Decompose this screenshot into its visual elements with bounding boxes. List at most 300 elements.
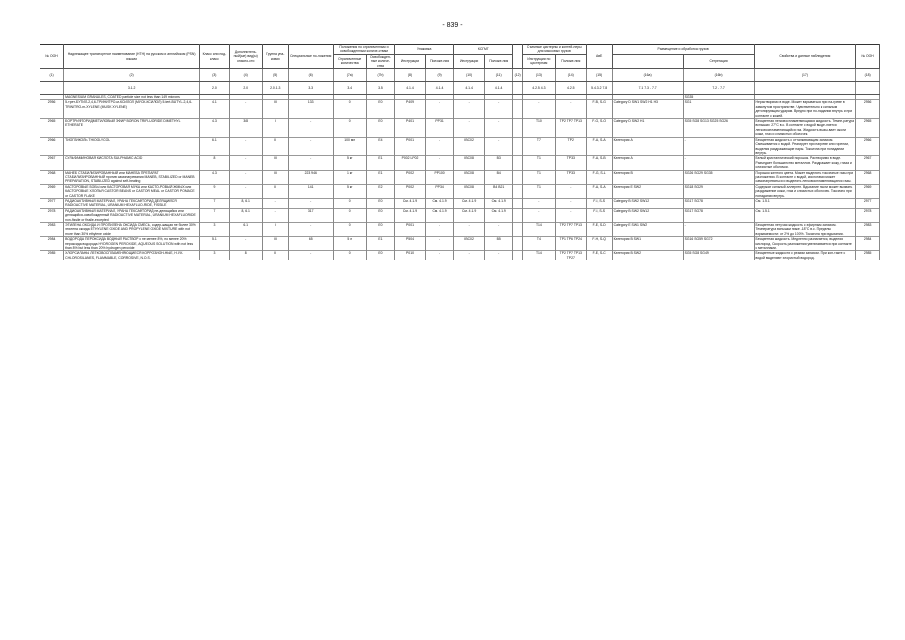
- reference-cell: [754, 82, 856, 95]
- cell-stow: Категория B SW1: [612, 237, 683, 251]
- header-class: Класс или под-класс: [200, 45, 230, 69]
- cell-pg: -: [262, 198, 288, 208]
- cell-prop: Содержат сильный аллерген. Вдыхание пыли может вызвать раздражение кожи, глаз и слизистых оболочек. Токсично при попадании внутрь.: [754, 184, 856, 198]
- cell-un: 2968: [40, 170, 64, 184]
- column-number: (4): [229, 69, 262, 82]
- reference-cell: 2.0: [229, 82, 262, 95]
- cell-pp: -: [425, 251, 453, 260]
- header-packing-group: Группа упа-ковки: [262, 45, 288, 69]
- cell-eq: E0: [366, 198, 394, 208]
- cell-un: 2983: [40, 223, 64, 237]
- cell-sp: -: [288, 223, 333, 237]
- cell-name: 5-трет-БУТИЛ-2,4,6-ТРИНИТРО-м-КСИЛОЛ (МУСК-КСИЛОЛ) 5-tert-BUTYL-2,4,6-TRINITRO-m-XYLENE (MUSK XYLENE): [64, 100, 200, 119]
- cell-name: ВОДОРОДА ПЕРОКСИДА ВОДНЫЙ РАСТВОР с не менее 8%, но менее 20% пероксида водорода HYDROGEN PEROXIDE, AQUEOUS SOLUTION with not less than 8% but less than 20% hydrogen peroxide: [64, 237, 200, 251]
- header-ibc-instructions: Инструкции: [454, 54, 485, 68]
- cell-sub: 8, 6.1: [229, 208, 262, 222]
- cell-sub: -: [229, 184, 262, 198]
- header-ems: АвЕ: [586, 45, 612, 69]
- column-number: (16a): [612, 69, 683, 82]
- cell-ibc: IBC02: [454, 137, 485, 156]
- cell-cls: 4.1: [200, 100, 230, 119]
- column-number: (6): [288, 69, 333, 82]
- cell-pg: I: [262, 119, 288, 138]
- cell-pg: II: [262, 137, 288, 156]
- cell-pi: P504: [395, 237, 426, 251]
- cell-sp: 317: [288, 208, 333, 222]
- column-number: (7a): [333, 69, 366, 82]
- cell-ibc: -: [454, 251, 485, 260]
- cell-eq: E4: [366, 137, 394, 156]
- cell-lq: 0: [333, 251, 366, 260]
- cell-ems: F-A, S-B: [586, 156, 612, 170]
- header-tank-instructions: Инструкции по цистернам: [522, 54, 555, 68]
- column-number-row: [40, 69, 880, 82]
- cell-stow: Category B SW2 SW12: [612, 208, 683, 222]
- cell-seg: SG17 SG78: [683, 198, 754, 208]
- cell-lq: 0: [333, 223, 366, 237]
- cell-eq: E0: [366, 208, 394, 222]
- cell-blank: [513, 237, 522, 251]
- cell-ibcp: B4: [485, 170, 513, 184]
- cell-sp: 223 946: [288, 170, 333, 184]
- cell-sub: 6.1: [229, 223, 262, 237]
- cell-eq: E1: [366, 170, 394, 184]
- cell-blank: [513, 208, 522, 222]
- cell-pp: См. 4.1.9: [425, 198, 453, 208]
- cell-ibcp: См. 4.1.9: [485, 208, 513, 222]
- cell-prop: См. 1.5.1: [754, 208, 856, 222]
- cell-lq: 1 кг: [333, 170, 366, 184]
- cell-ibc: -: [454, 223, 485, 237]
- column-number: (17): [754, 69, 856, 82]
- column-number: (14): [555, 69, 586, 82]
- cell-blank: [513, 251, 522, 260]
- cell-pi: См. 4.1.9: [395, 208, 426, 222]
- cell-lq: 0: [333, 198, 366, 208]
- cell-sp: 133: [288, 100, 333, 119]
- cell-ems: F-G, S-L: [586, 170, 612, 184]
- header-name: Надлежащее транспортное наименование (НТН) на русском и английском (PSN) языках: [64, 45, 200, 69]
- cell-tp: -: [555, 198, 586, 208]
- cell-pi: P002: [395, 170, 426, 184]
- cell-ti: -: [522, 198, 555, 208]
- cell-ibc: -: [454, 100, 485, 119]
- header-tank-provisions: Положе-ния: [555, 54, 586, 68]
- cell-ti: T1: [522, 156, 555, 170]
- reference-cell: 4.1.4: [395, 82, 426, 95]
- cell-un: 2984: [40, 237, 64, 251]
- cell-prop: Бесцветная жидкость с отталкивающим запахом. Смешивается с водой. Реагирует при нагреве или горении, выделяя раздражающие пары. Токсична при попадании внутрь.: [754, 137, 856, 156]
- cell-cls: 7: [200, 198, 230, 208]
- cell-lq: 5 кг: [333, 184, 366, 198]
- column-number: (13): [522, 69, 555, 82]
- cell-ems: F-I, S-S: [586, 198, 612, 208]
- cell-un2: 2977: [856, 198, 880, 208]
- cell-pi: P001: [395, 137, 426, 156]
- cell-ibc: См. 4.1.9: [454, 208, 485, 222]
- cell-pp: -: [425, 100, 453, 119]
- cell-un2: 2965: [856, 119, 880, 138]
- reference-cell: 3.4: [333, 82, 366, 95]
- cell-stow: Category D SW2 H1: [612, 119, 683, 138]
- cell-eq: E1: [366, 156, 394, 170]
- cell-sp: 141: [288, 184, 333, 198]
- cell-ti: T14: [522, 251, 555, 260]
- header-special-provisions: Специальные по-ложения: [288, 45, 333, 69]
- header-subsidiary: Дополнитель-ный(ые) вид(ы) опасно-сти: [229, 45, 262, 69]
- cell-cls: 4.3: [200, 170, 230, 184]
- cell-pg: III: [262, 237, 288, 251]
- header-excepted: Освобожден-ные количе-ства: [366, 54, 394, 68]
- cell-ibcp: -: [485, 137, 513, 156]
- cell-tp: -: [555, 100, 586, 119]
- cell-cls: 9: [200, 184, 230, 198]
- table-row: [40, 208, 880, 222]
- cell-stow: Категория B: [612, 170, 683, 184]
- header-un-no-right: № ООН: [856, 45, 880, 69]
- reference-cell: 4.1.4: [454, 82, 485, 95]
- header-pk-instructions: Инструкции: [395, 54, 426, 68]
- cell-ibcp: -: [485, 119, 513, 138]
- cell-cls: 4.3: [200, 119, 230, 138]
- cell-eq: E0: [366, 100, 394, 119]
- header-blank: [513, 45, 522, 69]
- cell-blank: [513, 156, 522, 170]
- header-packagings: Упаковка: [395, 45, 454, 55]
- cell-seg: SG16 SG59 SG72: [683, 237, 754, 251]
- cell-un2: 2984: [856, 237, 880, 251]
- cell-name: БОРТРИФТОРИДМЕТИЛОВЫЙ ЭФИР BORON TRIFLUORIDE DIMETHYL ETHERATE: [64, 119, 200, 138]
- dangerous-goods-table: [40, 44, 880, 260]
- cell-lq: 0: [333, 208, 366, 222]
- header-segregation: Сегрегация: [683, 54, 754, 68]
- cell-ibc: IBC08: [454, 184, 485, 198]
- cell-blank: [513, 198, 522, 208]
- cell-tp: TP1 TP6 TP24: [555, 237, 586, 251]
- cell-ti: -: [522, 208, 555, 222]
- cell-sp: -: [288, 137, 333, 156]
- cell-sp: 65: [288, 237, 333, 251]
- reference-cell: 3.5: [366, 82, 394, 95]
- cell-blank: [513, 100, 522, 119]
- cell-seg: SG5 SG8 SG13 SG25 SG26: [683, 119, 754, 138]
- cell-seg: -: [683, 137, 754, 156]
- cell-name: МАНЕБ СТАБИЛИЗИРОВАННЫЙ или МАНЕБА ПРЕПАРАТ СТАБИЛИЗИРОВАННЫЙ против самонагревания MANEB, STABILIZED or MANEB PREPARATION, STABILIZED against self-heating: [64, 170, 200, 184]
- cell-pi: P401: [395, 119, 426, 138]
- cell-name: ТИОГЛИКОЛЬ THIOGLYCOL: [64, 137, 200, 156]
- reference-row: [40, 82, 880, 95]
- cell-pg: III: [262, 156, 288, 170]
- reference-cell: 2.0.1.3: [262, 82, 288, 95]
- cell-un2: 2967: [856, 156, 880, 170]
- cell-ems: F-B, S-G: [586, 100, 612, 119]
- cell-eq: E2: [366, 184, 394, 198]
- cell-name: РАДИОАКТИВНЫЙ МАТЕРИАЛ, УРАНА ГЕКСАФТОРИД ДЕЛЯЩИЙСЯ RADIOACTIVE MATERIAL, URANIUM HEXAFLUO-RIDE, FISSILE: [64, 198, 200, 208]
- table-row: [40, 237, 880, 251]
- cell-un: 2956: [40, 100, 64, 119]
- cell-stow: Category D SW1 SW2 H1 H3: [612, 100, 683, 119]
- cell-ibcp: -: [485, 251, 513, 260]
- cell-ti: -: [522, 100, 555, 119]
- cell-pp: PP31: [425, 119, 453, 138]
- cell-stow: Категория B SW2: [612, 251, 683, 260]
- cell-pp: -: [425, 137, 453, 156]
- cell-eq: E0: [366, 251, 394, 260]
- reference-cell: [513, 82, 522, 95]
- cell-un2: 2985: [856, 251, 880, 260]
- cell-ems: F-A, S-A: [586, 184, 612, 198]
- table-row: [40, 137, 880, 156]
- cell-stow: Категория A: [612, 137, 683, 156]
- cell-prop: Порошок желтого цвета. Может выделять токсичные газы при разложении. В контакте с водой, кислотами может самонагреваться и выделять легковоспламеняющиеся газы.: [754, 170, 856, 184]
- cell-ti: T10: [522, 119, 555, 138]
- header-ibc-provisions: Положе-ния: [485, 54, 513, 68]
- cell-ems: F-E, S-D: [586, 223, 612, 237]
- reference-cell: 3.3: [288, 82, 333, 95]
- cell-sp: -: [288, 198, 333, 208]
- column-number: (15): [586, 69, 612, 82]
- cell-name: РАДИОАКТИВНЫЙ МАТЕРИАЛ, УРАНА ГЕКСАФТОРИД не-делящийся или делящийся-освобожденный RADIOACTIVE MATERIAL, URANIUM HEXAFLUORIDE non-fissile or fissile-excepted: [64, 208, 200, 222]
- column-number: (5): [262, 69, 288, 82]
- cell-seg: SG5 SG8 SG49: [683, 251, 754, 260]
- cell-lq: 100 мл: [333, 137, 366, 156]
- cell-sub: -: [229, 237, 262, 251]
- cell-ibc: IBC08: [454, 170, 485, 184]
- cell-eq: E1: [366, 237, 394, 251]
- cell-un: 2978: [40, 208, 64, 222]
- cell-blank: [513, 223, 522, 237]
- cell-lq: 0: [333, 119, 366, 138]
- column-number: (8): [395, 69, 426, 82]
- cell-un: 2966: [40, 137, 64, 156]
- cell-pp: PP34: [425, 184, 453, 198]
- cell-seg: -: [683, 156, 754, 170]
- cell-ti: T1: [522, 184, 555, 198]
- cell-prop: Бесцветная летучая жидкость с эфирным запахом. Температура вспышки ниже -18°С в.с. Пределы взрываемости: от 2% до 100%. Токсична при вдыхании.: [754, 223, 856, 237]
- header-pk-provisions: Положе-ния: [425, 54, 453, 68]
- reference-cell: 4.1.4: [485, 82, 513, 95]
- column-number: (11): [485, 69, 513, 82]
- table-row: [40, 184, 880, 198]
- table-row: [40, 100, 880, 119]
- cell-tp: TP2 TP7 TP13: [555, 223, 586, 237]
- cell-prop: Нерастворимо в воде. Может взрываться при на-греве в замкнутом пространстве. Чувствительно к сильным детонирующим ударам. Вредно при по-падании внутрь и при контакте с кожей.: [754, 100, 856, 119]
- reference-cell: 5.4.3.2 7.8: [586, 82, 612, 95]
- reference-cell: 7.1 7.3 - 7.7: [612, 82, 683, 95]
- reference-cell: [40, 82, 64, 95]
- cell-prop: Бесцветная жидкость. Медленно разлагается, выделяя кислород. Скорость разложения увеличивается при контакте с металлами.: [754, 237, 856, 251]
- cell-blank: [513, 119, 522, 138]
- table-row: [40, 156, 880, 170]
- header-properties: Свойства и данные наблюдения: [754, 45, 856, 69]
- cell-name: MAGNESIUM GRANULES, COATED particle size not less than 149 microns: [64, 95, 200, 100]
- cell-eq: E0: [366, 119, 394, 138]
- table-row: [40, 223, 880, 237]
- column-number: (9): [425, 69, 453, 82]
- cell-un2: 2968: [856, 170, 880, 184]
- cell-ibcp: -: [485, 100, 513, 119]
- header-un-no: № ООН: [40, 45, 64, 69]
- header-limited: Ограниченные количества: [333, 54, 366, 68]
- cell-un2: 2969: [856, 184, 880, 198]
- cell-tp: TP33: [555, 156, 586, 170]
- cell-sub: 8: [229, 251, 262, 260]
- cell-stow: Category E SW1 SW2: [612, 223, 683, 237]
- cell-ti: T1: [522, 170, 555, 184]
- reference-cell: 7.2 - 7.7: [683, 82, 754, 95]
- cell-sub: -: [229, 137, 262, 156]
- reference-cell: 3.1.2: [64, 82, 200, 95]
- cell-seg: SG18 SG29: [683, 184, 754, 198]
- cell-ibcp: B4 B21: [485, 184, 513, 198]
- cell-ibcp: См. 4.1.9: [485, 198, 513, 208]
- table-row: [40, 170, 880, 184]
- cell-sp: -: [288, 156, 333, 170]
- cell-un: 2985: [40, 251, 64, 260]
- cell-seg: SG26 SG29 SG35: [683, 170, 754, 184]
- cell-lq: 0: [333, 100, 366, 119]
- cell-ibcp: B3: [485, 156, 513, 170]
- cell-un2: 2983: [856, 223, 880, 237]
- cell-ibc: IBC08: [454, 156, 485, 170]
- cell-tp: TP33: [555, 170, 586, 184]
- cell-pg: -: [262, 208, 288, 222]
- header-stowage: Размещение и обработка грузов: [612, 45, 754, 55]
- cell-cls: 3: [200, 251, 230, 260]
- cell-tp: -: [555, 184, 586, 198]
- reference-cell: 4.2.5: [555, 82, 586, 95]
- cell-pp: -: [425, 223, 453, 237]
- cell-pg: I: [262, 223, 288, 237]
- cell-sp: -: [288, 251, 333, 260]
- cell-ibcp: B5: [485, 237, 513, 251]
- column-number: (10): [454, 69, 485, 82]
- cell-cls: 8: [200, 156, 230, 170]
- cell-ibc: IBC02: [454, 237, 485, 251]
- cell-un2: 2978: [856, 208, 880, 222]
- cell-lq: 5 кг: [333, 156, 366, 170]
- cell-sub: -: [229, 156, 262, 170]
- cell-pg: III: [262, 170, 288, 184]
- header-stowage-handling: [612, 54, 683, 68]
- cell-sub: -: [229, 100, 262, 119]
- cell-tp: -: [555, 208, 586, 222]
- cell-tp: TP2: [555, 137, 586, 156]
- cell-tp: TP2 TP7 TP13: [555, 119, 586, 138]
- cell-pg: III: [262, 100, 288, 119]
- cell-stow: Категория E SW2: [612, 184, 683, 198]
- cell-ems: F-I, S-S: [586, 208, 612, 222]
- cell-seg: -: [683, 223, 754, 237]
- cell-ibc: -: [454, 119, 485, 138]
- column-number: (18): [856, 69, 880, 82]
- header-limited-excepted: Положения по ограниченным и освобожденным количе-ствам: [333, 45, 394, 55]
- cell-seg: SG17 SG78: [683, 208, 754, 222]
- cell-sub: 3/8: [229, 119, 262, 138]
- cell-un: 2977: [40, 198, 64, 208]
- cell-ems: F-G, S-O: [586, 119, 612, 138]
- cell-un: 2967: [40, 156, 64, 170]
- cell-sub: -: [229, 170, 262, 184]
- cell-cls: 7: [200, 208, 230, 222]
- table-row: [40, 119, 880, 138]
- cell-pp: PP100: [425, 170, 453, 184]
- cell-un: 2965: [40, 119, 64, 138]
- cell-ibcp: -: [485, 223, 513, 237]
- cell-blank: [513, 170, 522, 184]
- cell-lq: 5 л: [333, 237, 366, 251]
- cell-blank: [513, 184, 522, 198]
- cell-prop: Бесцветная легковоспламеняющаяся жидкость. Темпе-ратура вспышки: 27°С в.с. В контакте с водой выде-ляется легковоспламеняющийся газ. Жидкость вызы-вает ожоги кожи, глаз и слизистых оболочек.: [755, 119, 855, 137]
- cell-un2: 2956: [856, 100, 880, 119]
- cell-cls: 5.1: [200, 237, 230, 251]
- reference-cell: 4.1.4: [425, 82, 453, 95]
- table-row: [40, 251, 880, 260]
- cell-seg: SG1: [683, 100, 754, 119]
- header-tanks: Съемные цистерны и контей-неры для массовых грузов: [522, 45, 586, 55]
- cell-sp: -: [288, 119, 333, 138]
- cell-pg: II: [262, 184, 288, 198]
- cell-stow: Категория A: [612, 156, 683, 170]
- table-row: [40, 198, 880, 208]
- cell-pg: II: [262, 251, 288, 260]
- cell-seg: SG35: [683, 95, 754, 100]
- cell-prop: Белый кристаллический порошок. Растворимо в воде. Разъедает большинство металлов. Раздражает кожу, глаза и слизистые оболочки.: [754, 156, 856, 170]
- column-number: (2): [64, 69, 200, 82]
- cell-prop: См. 1.5.1: [754, 198, 856, 208]
- cell-pp: -: [425, 237, 453, 251]
- cell-ti: T7: [522, 137, 555, 156]
- reference-cell: [856, 82, 880, 95]
- cell-pi: P001: [395, 223, 426, 237]
- cell-stow: Category B SW2 SW12: [612, 198, 683, 208]
- cell-name: ЭТИЛЕНА ОКСИДА И ПРОПИЛЕНА ОКСИДА СМЕСЬ, содер-жащая не более 30% этилена оксида ETHYLENE OXIDE AND PROPYLENE OXIDE MIXTURE with not more than 30% ethylene oxide: [64, 223, 200, 237]
- cell-cls: 3: [200, 223, 230, 237]
- cell-pi: P002: [395, 184, 426, 198]
- cell-name: ХЛОРСИЛАНЫ ЛЕГКОВОСПЛАМЕНЯЮЩИЕСЯ КОРРОЗИОН-НЫЕ, Н.У.К. CHLOROSILANES, FLAMMABLE, CORROSIVE, N.O.S.: [64, 251, 200, 260]
- cell-un2: 2966: [856, 137, 880, 156]
- cell-blank: [513, 137, 522, 156]
- cell-pi: См. 4.1.9: [395, 198, 426, 208]
- cell-ems: F-E, S-C: [586, 251, 612, 260]
- cell-pp: См. 4.1.9: [425, 208, 453, 222]
- column-number: (1): [40, 69, 64, 82]
- column-number: (12): [513, 69, 522, 82]
- header-ibc: КСГМГ: [454, 45, 513, 55]
- cell-ti: T14: [522, 223, 555, 237]
- cell-cls: 6.1: [200, 137, 230, 156]
- cell-name: КАСТОРОВЫЕ БОБЫ или КАСТОРОВАЯ МУКА или КАСТО-РОВЫЙ ЖМЫХ или КАСТОРОВЫЕ ХЛОПЬЯ CASTOR BEANS or CASTOR MEAL or CASTOR POMACE or CASTOR FLAKE: [64, 184, 200, 198]
- cell-pi: P409: [395, 100, 426, 119]
- column-number: (16b): [683, 69, 754, 82]
- cell-prop: Бесцветные жидкости с резким запахом. При кон-такте с водой выделяют хлористый водород.: [754, 251, 856, 260]
- reference-cell: 4.2.5 4.3: [522, 82, 555, 95]
- cell-pi: P002 LP02: [395, 156, 426, 170]
- reference-cell: 2.0: [200, 82, 230, 95]
- cell-name: СУЛЬФАМИНОВАЯ КИСЛОТА SULPHAMIC ACID: [64, 156, 200, 170]
- cell-ems: F-H, S-Q: [586, 237, 612, 251]
- cell-tp: TP2 TP7 TP13 TP27: [555, 251, 586, 260]
- column-number: (3): [200, 69, 230, 82]
- page-number: - 839 -: [442, 22, 463, 29]
- cell-pi: P010: [395, 251, 426, 260]
- cell-ibc: См. 4.1.9: [454, 198, 485, 208]
- cell-eq: E0: [366, 223, 394, 237]
- cell-pp: -: [425, 156, 453, 170]
- cell-un: 2969: [40, 184, 64, 198]
- cell-sub: 8, 6.1: [229, 198, 262, 208]
- cell-ems: F-A, S-A: [586, 137, 612, 156]
